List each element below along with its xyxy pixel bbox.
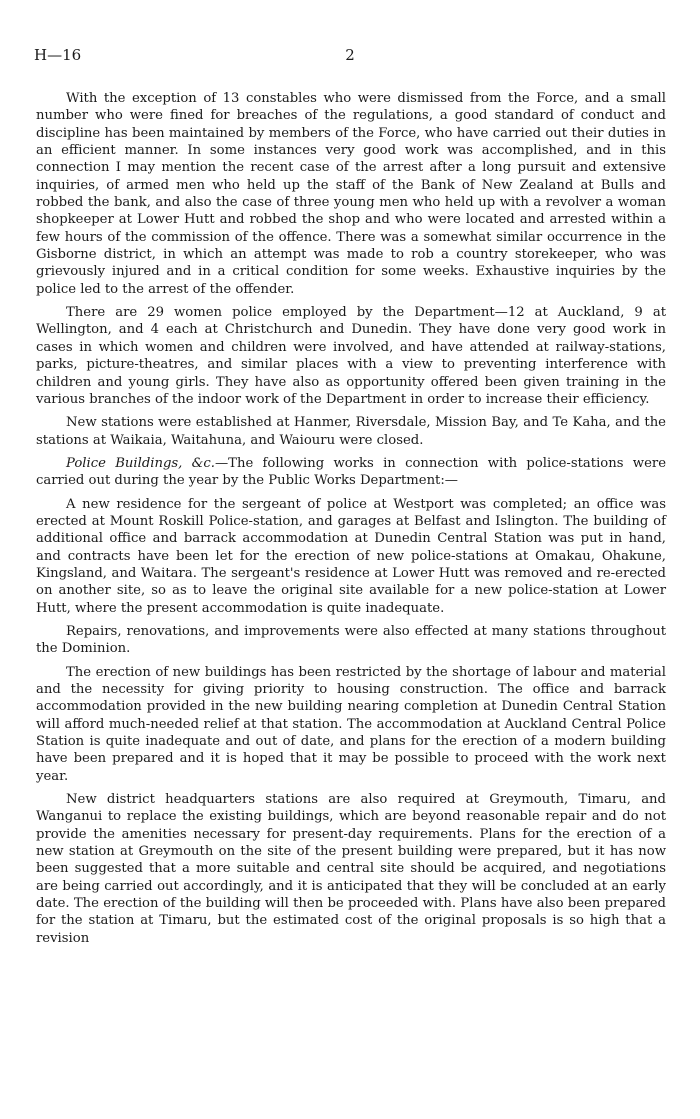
report-reference: H—16 bbox=[34, 46, 82, 64]
paragraph-new-stations: New stations were established at Hanmer, Riversdale, Mission Bay, and Te Kaha, and the stations at Waikaia, Waitahuna, and Waiouru were closed. bbox=[36, 415, 666, 448]
paragraph-police-buildings bbox=[36, 455, 666, 490]
police-buildings-intro: —The following works in connection with police-stations were carried out during the year by the Public Works Department:— bbox=[36, 455, 666, 489]
paragraph-repairs: Repairs, renovations, and improvements were also effected at many stations throughout the Dominion. bbox=[36, 623, 666, 657]
paragraph-works-completed: A new residence for the sergeant of police at Westport was completed; an office was erected at Mount Roskill Police-station, and garages at Belfast and Islington. The building of additional office and barrack accommodation at Dunedin Central Station was put in hand, and contracts have been let for the erection of new police-stations at Omakau, Ohakune, Kingsland, and Waitara. The sergeant's residence at Lower Hutt was removed and re-erected on another site, so as to leave the original site available for a new police-station at Lower Hutt, where the present accommodation is quite inadequate. bbox=[36, 496, 666, 616]
page-header bbox=[34, 46, 666, 66]
paragraph-discipline: With the exception of 13 constables who were dismissed from the Force, and a small number who were fined for breaches of the regulations, a good standard of conduct and discipline has been maintained by members of the Force, who have carried out their duties in an efficient manner. In some instances very good work was accomplished, and in this connection I may mention the recent case of the arrest after a long pursuit and extensive inquiries, of armed men who held up the staff of the Bank of New Zealand at Bulls and robbed the bank, and also the case of three young men who held up with a revolver a woman shopkeeper at Lower Hutt and robbed the shop and who were located and arrested within a few hours of the commission of the offence. There was a somewhat similar occurrence in the Gisborne district, in which an attempt was made to rob a country storekeeper, who was grievously injured and in a critical condition for some weeks. Exhaustive inquiries by the police led to the arrest of the offender. bbox=[36, 91, 666, 297]
paragraph-district-headquarters: New district headquarters stations are also required at Greymouth, Timaru, and Wanganui to replace the existing buildings, which are beyond reasonable repair and do not provide the amenities necessary for present-day requirements. Plans for the erection of a new station at Greymouth on the site of the present building were prepared, but it has now been suggested that a more suitable and central site should be acquired, and negotiations are being carried out accordingly, and it is anticipated that they will be concluded at an early date. The erection of the building will then be proceeded with. Plans have also been prepared for the station at Timaru, but the estimated cost of the original proposals is so high that a revision bbox=[36, 792, 666, 946]
paragraph-building-restrictions: The erection of new buildings has been restricted by the shortage of labour and material and the necessity for giving priority to housing construction. The office and barrack accommodation provided in the new building nearing completion at Dunedin Central Station will afford much-needed relief at that station. The accommodation at Auckland Central Police Station is quite inadequate and out of date, and plans for the erection of a modern building have been prepared and it is hoped that it may be possible to proceed with the work next year. bbox=[36, 664, 666, 784]
page-number: 2 bbox=[345, 46, 355, 64]
body-text bbox=[36, 90, 666, 953]
section-heading-police-buildings: Police Buildings, &c. bbox=[66, 455, 215, 471]
paragraph-women-police: There are 29 women police employed by the Department—12 at Auckland, 9 at Wellington, and 4 each at Christchurch and Dunedin. They have done very good work in cases in which women and children were involved, and have attended at railway-stations, parks, picture-theatres, and similar places with a view to preventing interference with children and young girls. They have also as opportunity offered been given training in the various branches of the indoor work of the Department in order to increase their efficiency. bbox=[36, 305, 666, 407]
